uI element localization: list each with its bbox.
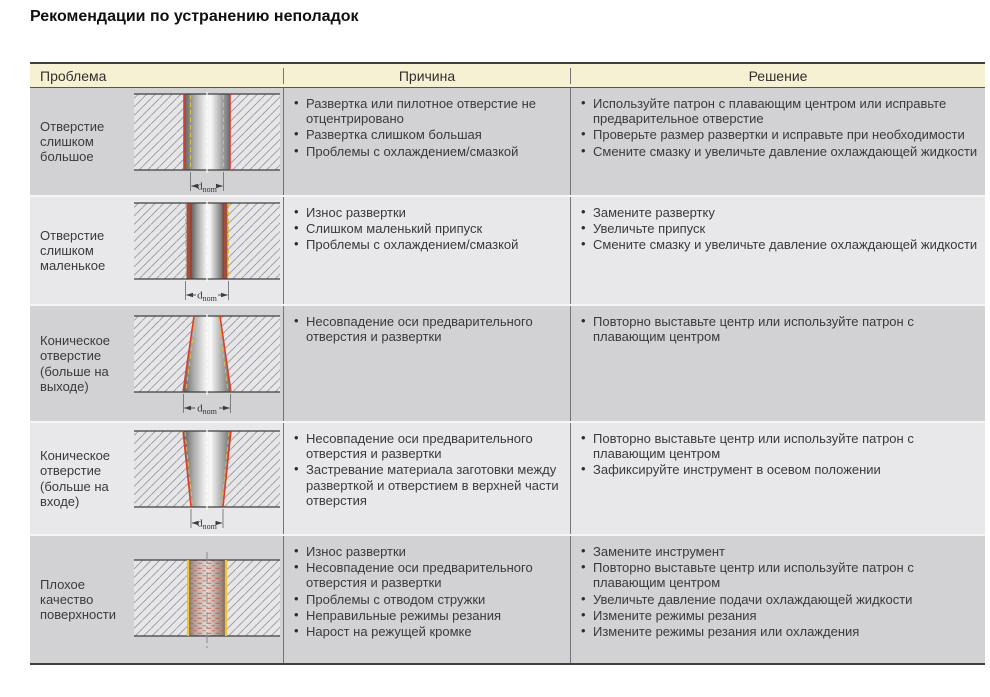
header-problem: Проблема xyxy=(40,67,107,84)
dim-label: $d_{nom}$ xyxy=(197,402,217,416)
cause-item: • Несовпадение оси предварительного отверстия и развертки xyxy=(293,431,566,461)
problem-cell xyxy=(30,423,283,534)
problem-cell xyxy=(30,197,283,304)
table-row xyxy=(30,534,985,663)
problem-cell xyxy=(30,306,283,421)
cause-item: • Проблемы с охлаждением/смазкой xyxy=(293,237,566,252)
solution-cell xyxy=(570,306,985,421)
cause-item: • Проблемы с отводом стружки xyxy=(293,592,566,607)
problem-label: Плохое качество поверхности xyxy=(40,576,116,623)
cause-cell xyxy=(283,306,570,421)
solution-cell xyxy=(570,536,985,663)
dim-label: $d_{nom}$ xyxy=(197,289,217,303)
solution-item: • Смените смазку и увеличьте давление охлаждающей жидкости xyxy=(580,144,981,159)
solution-item: • Измените режимы резания или охлаждения xyxy=(580,624,981,639)
cause-item: • Развертка или пилотное отверстие не отцентрировано xyxy=(293,96,566,126)
problem-label: Отверстие слишком большое xyxy=(40,118,105,165)
cause-cell xyxy=(283,536,570,663)
problem-label: Коническое отверстие (больше на выходе) xyxy=(40,333,111,394)
cause-cell xyxy=(283,423,570,534)
hole-too-small-figure xyxy=(134,199,280,303)
cause-item: • Проблемы с охлаждением/смазкой xyxy=(293,144,566,159)
table-row xyxy=(30,88,985,195)
cause-item: • Несовпадение оси предварительного отверстия и развертки xyxy=(293,560,566,590)
cause-item: • Застревание материала заготовки между разверткой и отверстием в верхней части отверстия xyxy=(293,462,566,508)
header-solution: Решение xyxy=(570,68,985,84)
solution-item: • Замените развертку xyxy=(580,205,981,220)
cause-item: • Износ развертки xyxy=(293,544,566,559)
cause-item: • Нарост на режущей кромке xyxy=(293,624,566,639)
cause-item: • Слишком маленький припуск xyxy=(293,221,566,236)
cause-list xyxy=(293,205,566,253)
solution-list xyxy=(580,431,981,478)
cause-list xyxy=(293,544,566,639)
poor-surface-figure xyxy=(134,552,280,648)
solution-item: • Проверьте размер развертки и исправьте при необходимости xyxy=(580,127,981,142)
solution-item: • Повторно выставьте центр или используйте патрон с плавающим центром xyxy=(580,314,981,344)
solution-list xyxy=(580,314,981,344)
cause-cell xyxy=(283,197,570,304)
solution-list xyxy=(580,205,981,253)
cause-item: • Износ развертки xyxy=(293,205,566,220)
page-title: Рекомендации по устранению неполадок xyxy=(30,8,359,25)
solution-item: • Замените инструмент xyxy=(580,544,981,559)
solution-list xyxy=(580,96,981,159)
cause-cell xyxy=(283,88,570,195)
hole-too-big-figure xyxy=(134,90,280,194)
table-header-row xyxy=(30,64,985,88)
problem-cell xyxy=(30,536,283,663)
table-row xyxy=(30,421,985,534)
header-cause: Причина xyxy=(283,68,570,84)
solution-cell xyxy=(570,197,985,304)
solution-item: • Увеличьте давление подачи охлаждающей жидкости xyxy=(580,592,981,607)
taper-entry-figure xyxy=(134,427,280,531)
cause-item: • Несовпадение оси предварительного отверстия и развертки xyxy=(293,314,566,344)
table-row xyxy=(30,304,985,421)
cause-item: • Развертка слишком большая xyxy=(293,127,566,142)
taper-exit-figure xyxy=(134,312,280,416)
solution-item: • Увеличьте припуск xyxy=(580,221,981,236)
table-row xyxy=(30,195,985,304)
solution-list xyxy=(580,544,981,639)
solution-cell xyxy=(570,88,985,195)
troubleshooting-table xyxy=(30,62,985,665)
problem-cell xyxy=(30,88,283,195)
problem-label: Отверстие слишком маленькое xyxy=(40,227,106,274)
cause-list xyxy=(293,431,566,508)
solution-item: • Измените режимы резания xyxy=(580,608,981,623)
solution-item: • Повторно выставьте центр или используйте патрон с плавающим центром xyxy=(580,431,981,461)
dim-label: $d_{nom}$ xyxy=(197,180,217,194)
dim-label: $d_{nom}$ xyxy=(197,517,217,531)
solution-item: • Смените смазку и увеличьте давление охлаждающей жидкости xyxy=(580,237,981,252)
problem-label: Коническое отверстие (больше на входе) xyxy=(40,448,111,509)
solution-item: • Повторно выставьте центр или используйте патрон с плавающим центром xyxy=(580,560,981,590)
solution-cell xyxy=(570,423,985,534)
cause-list xyxy=(293,96,566,159)
solution-item: • Зафиксируйте инструмент в осевом положении xyxy=(580,462,981,477)
cause-item: • Неправильные режимы резания xyxy=(293,608,566,623)
cause-list xyxy=(293,314,566,344)
solution-item: • Используйте патрон с плавающим центром или исправьте предварительное отверстие xyxy=(580,96,981,126)
